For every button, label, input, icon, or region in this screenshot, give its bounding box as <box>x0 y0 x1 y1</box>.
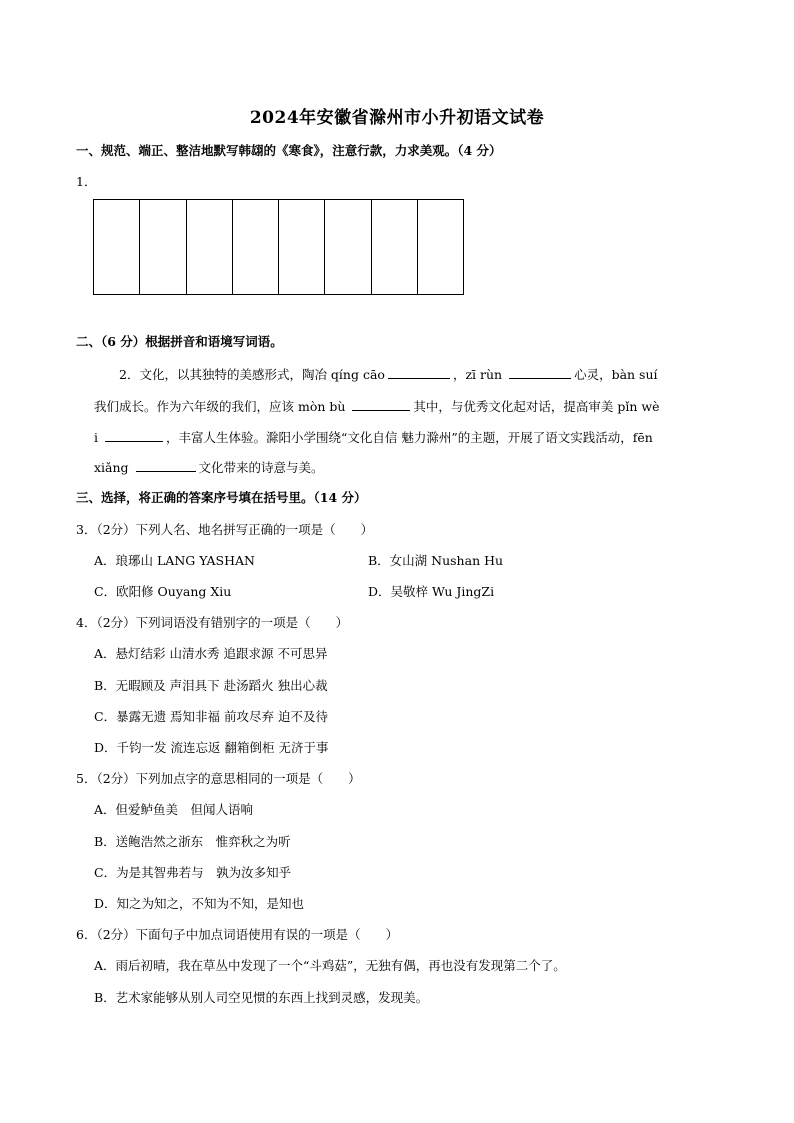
q4-option-a[interactable]: A．悬灯结彩 山清水秀 追跟求源 不可思异 <box>94 646 328 661</box>
q4-option-d[interactable]: D．千钧一发 流连忘返 翻箱倒柜 无济于事 <box>94 740 329 755</box>
q6-option-a[interactable]: A．雨后初晴，我在草丛中发现了一个“斗鸡菇”，无独有偶，再也没有发现第二个了。 <box>94 958 566 973</box>
page-title: 2024年安徽省滁州市小升初语文试卷 <box>249 108 545 128</box>
q5-option-d[interactable]: D．知之为知之，不知为不知，是知也 <box>94 896 305 911</box>
question-2-line-4 <box>94 459 324 476</box>
section3-heading: 三、选择，将正确的答案序号填在括号里。（14 分） <box>76 490 367 505</box>
question-4-stem: 4．（2分）下列词语没有错别字的一项是（ ） <box>76 615 349 630</box>
grid-cell[interactable] <box>140 200 186 294</box>
q4-option-c[interactable]: C．暴露无遗 焉知非福 前攻尽弃 迫不及待 <box>94 709 328 724</box>
grid-cell[interactable] <box>233 200 279 294</box>
section1-heading: 一、规范、端正、整洁地默写韩翃的《寒食》，注意行款，力求美观。（4 分） <box>76 143 502 158</box>
q2-text: 我们成长。作为六年级的我们，应该 mòn bù <box>94 399 346 414</box>
q2-text: i <box>94 430 98 445</box>
q2-text: 其中，与优秀文化起对话，提高审美 pǐn wè <box>413 399 660 414</box>
question-2-line-1 <box>119 366 658 383</box>
q5-option-b[interactable]: B．送鲍浩然之浙东 惟弈秋之为听 <box>94 834 291 849</box>
q2-text: xiǎng <box>94 460 129 475</box>
section2-heading: 二、（6 分）根据拼音和语境写词语。 <box>76 334 283 349</box>
answer-blank[interactable] <box>136 459 196 472</box>
question-5-stem: 5．（2分）下列加点字的意思相同的一项是（ ） <box>76 771 361 786</box>
answer-blank[interactable] <box>388 366 450 379</box>
grid-cell[interactable] <box>372 200 418 294</box>
answer-blank[interactable] <box>509 366 571 379</box>
q2-text: 文化带来的诗意与美。 <box>198 460 324 475</box>
q2-text: ，zī rùn <box>452 367 503 382</box>
q2-text: ，丰富人生体验。滁阳小学围绕“文化自信 魅力滁州”的主题，开展了语文实践活动，fēn <box>165 430 653 445</box>
grid-cell[interactable] <box>187 200 233 294</box>
q2-text: 心灵，bàn suí <box>574 367 658 382</box>
grid-cell[interactable] <box>279 200 325 294</box>
q6-option-b[interactable]: B．艺术家能够从别人司空见惯的东西上找到灵感，发现美。 <box>94 990 429 1005</box>
grid-cell[interactable] <box>325 200 371 294</box>
answer-blank[interactable] <box>105 429 163 442</box>
q3-option-b[interactable]: B．女山湖 Nushan Hu <box>368 553 504 568</box>
question-2-line-2 <box>94 398 660 415</box>
q5-option-c[interactable]: C．为是其智弗若与 孰为汝多知乎 <box>94 865 292 880</box>
q5-option-a[interactable]: A．但爱鲈鱼美 但闻人语响 <box>94 802 254 817</box>
writing-grid[interactable] <box>93 199 464 295</box>
q3-option-c[interactable]: C．欧阳修 Ouyang Xiu <box>94 584 232 599</box>
question-3-stem: 3．（2分）下列人名、地名拼写正确的一项是（ ） <box>76 522 374 537</box>
grid-cell[interactable] <box>94 200 140 294</box>
question-6-stem: 6．（2分）下面句子中加点词语使用有误的一项是（ ） <box>76 927 399 942</box>
grid-cell[interactable] <box>418 200 463 294</box>
q3-option-a[interactable]: A．琅琊山 LANG YASHAN <box>94 553 255 568</box>
q3-option-d[interactable]: D．吴敬梓 Wu JingZi <box>368 584 495 599</box>
question-1-label: 1． <box>76 174 97 189</box>
answer-blank[interactable] <box>352 398 410 411</box>
q2-text: 2．文化，以其独特的美感形式，陶冶 qíng cāo <box>119 367 385 382</box>
q4-option-b[interactable]: B．无暇顾及 声泪具下 赴汤蹈火 独出心裁 <box>94 678 328 693</box>
question-2-line-3 <box>94 429 653 446</box>
